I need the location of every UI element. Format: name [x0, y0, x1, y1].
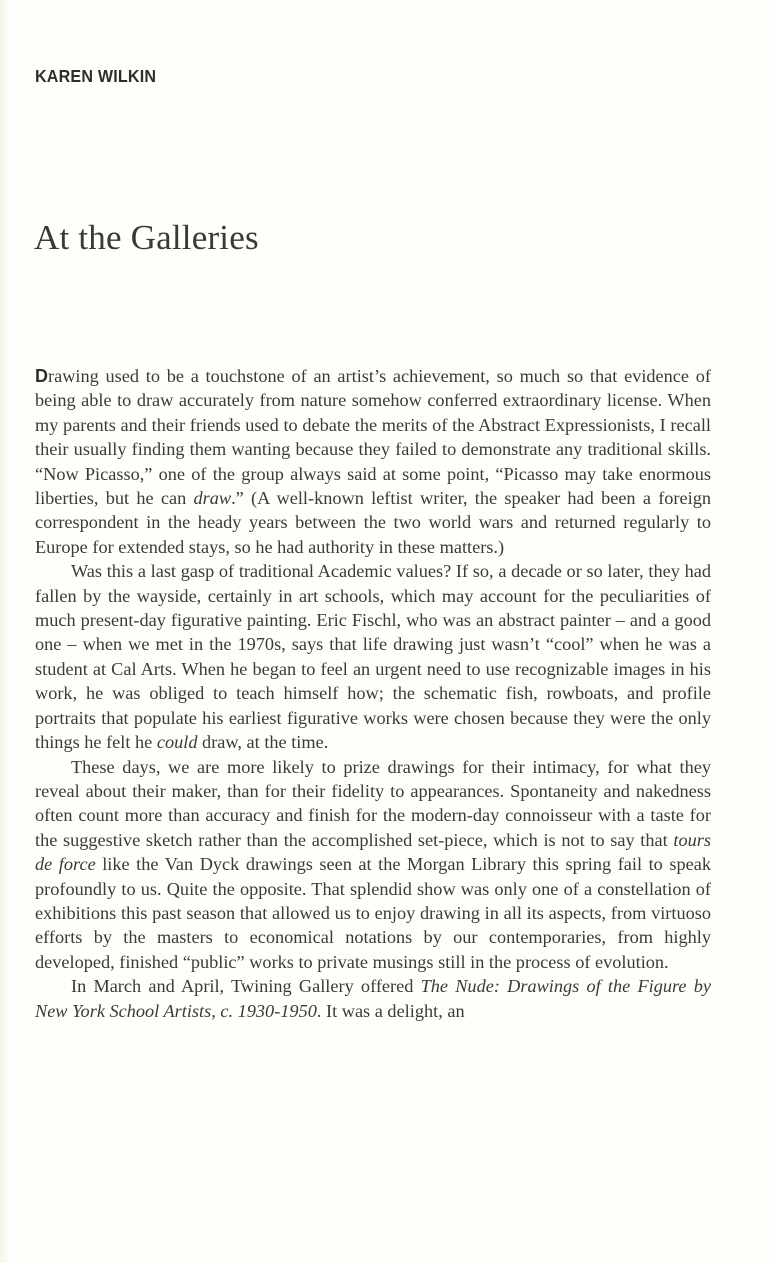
paragraph-4-italic: The Nude: Drawings of the Figure by New York School Artists, c. 1930-1950 — [35, 976, 711, 1021]
paragraph-3-italic: tours de force — [35, 829, 711, 875]
paragraph-1-text-b: .” (A well-known leftist writer, the speaker had been a foreign correspondent in the heady years between the two world wars and returned regularly to Europe for extended stays, so he had authority in these matters.) — [35, 488, 711, 557]
paragraph-2-italic: could — [156, 732, 198, 753]
paragraph-2-text-b: draw, at the time. — [197, 732, 329, 753]
paragraph-3-text-a: These days, we are more likely to prize drawings for their intimacy, for what they reveal about their maker, than for their fidelity to appearances. Spontaneity and nakedness often count more than accuracy and finish for the modern-day connoisseur with a taste for the suggestive sketch rather than the accomplished set-piece, which is not to say that — [35, 756, 711, 850]
paragraph-4-text-b: . It was a delight, an — [316, 1000, 465, 1021]
drop-cap: D — [35, 366, 48, 386]
paragraph-4-text-a: In March and April, Twining Gallery offered — [71, 976, 421, 997]
article-title: At the Galleries — [34, 218, 259, 257]
author-byline: KAREN WILKIN — [35, 66, 157, 86]
paragraph-2 — [35, 559, 711, 754]
page-edge-shadow — [0, 0, 10, 1263]
paragraph-1-text-a: rawing used to be a touchstone of an artist’s achievement, so much so that evidence of being able to draw accurately from nature somehow conferred extraordinary license. When my parents and their friends used to debate the merits of the Abstract Expressionists, I recall their usually finding them wanting because they failed to demonstrate any traditional skills. “Now Picasso,” one of the group always said at some point, “Picasso may take enormous liberties, but he can — [35, 366, 711, 509]
paragraph-3 — [35, 755, 711, 975]
paragraph-3-text-b: like the Van Dyck drawings seen at the Morgan Library this spring fail to speak profoundly to us. Quite the opposite. That splendid show was only one of a constellation of exhibitions this past season that allowed us to enjoy drawing in all its aspects, from virtuoso efforts by the masters to economical notations by our contemporaries, from highly developed, finished “public” works to private musings still in the process of evolution. — [35, 854, 711, 972]
paragraph-1 — [35, 364, 711, 559]
paragraph-4 — [35, 974, 711, 1023]
paragraph-1-italic: draw — [193, 488, 232, 509]
paragraph-2-text-a: Was this a last gasp of traditional Academic values? If so, a decade or so later, they had fallen by the wayside, certainly in art schools, which may account for the peculiarities of much present-day figurative painting. Eric Fischl, who was an abstract painter – and a good one – when we met in the 1970s, says that life drawing just wasn’t “cool” when he was a student at Cal Arts. When he began to feel an urgent need to use recognizable images in his work, he was obliged to teach himself how; the schematic fish, rowboats, and profile portraits that populate his earliest figurative works were chosen because they were the only things he felt he — [35, 561, 711, 753]
article-body — [35, 364, 711, 1023]
